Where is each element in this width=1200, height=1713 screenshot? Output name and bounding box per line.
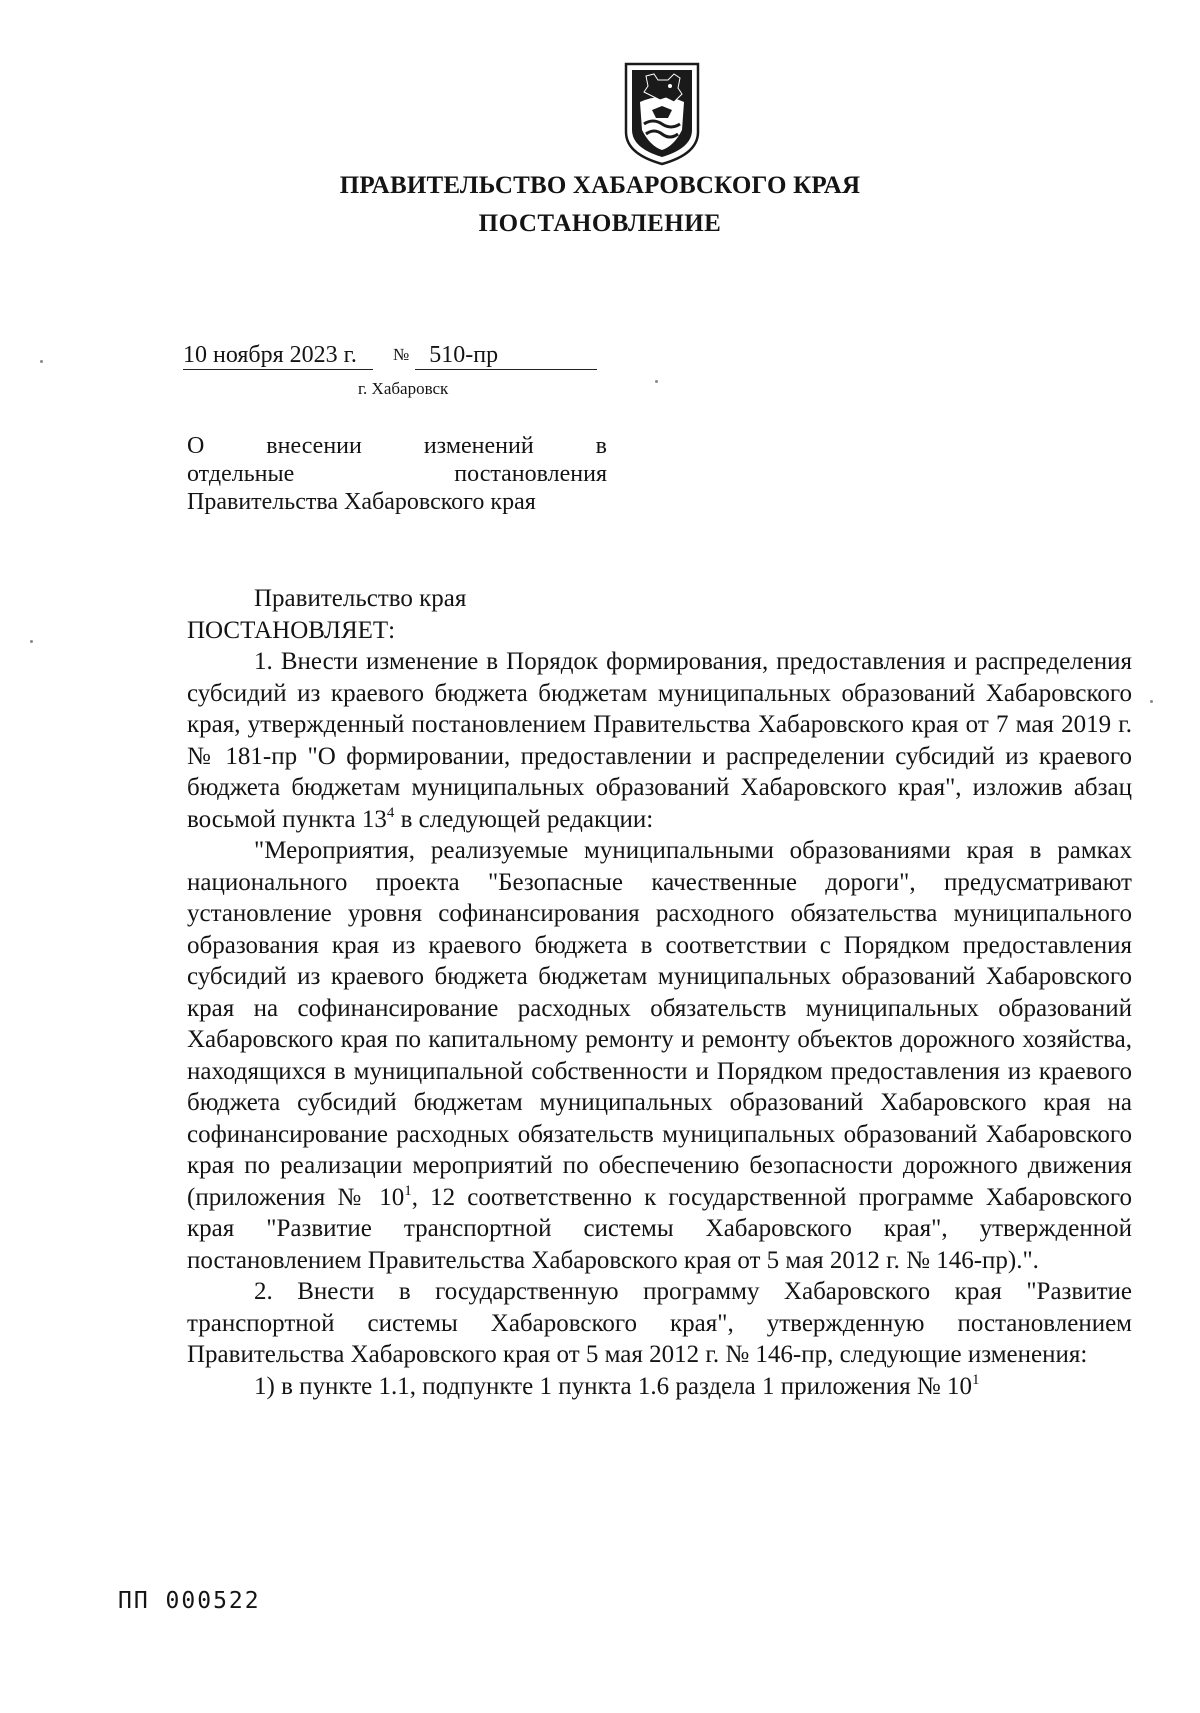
scan-speck [655, 380, 658, 383]
scan-speck [40, 360, 43, 363]
paragraph-2-text: "Мероприятия, реализуемые муниципальными образованиями края в рамках национального проекта "Безопасные качественные дороги", предусматривают установление уровня софинансирования расходного обязательства муниципального образования края из краевого бюджета в соответствии с Порядком предоставления субсидий из краевого бюджета бюджетам муниципальных образований Хабаровского края на софинансирование расходных обязательств муниципальных образований Хабаровского края по капитальному ремонту и ремонту объектов дорожного хозяйства, находящихся в муниципальной собственности и Порядком предоставления из краевого бюджета субсидий бюджетам муниципальных образований Хабаровского края на софинансирование расходных обязательств муниципальных образований Хабаровского края по реализации мероприятий по обеспечению безопасности дорожного движения (приложения № 10 [187, 837, 1132, 1211]
paragraph-1-tail: в следующей редакции: [394, 805, 654, 833]
document-date: 10 ноября 2023 г. [183, 342, 373, 370]
paragraph-1-text: 1. Внести изменение в Порядок формирования, предоставления и распределения субсидий из краевого бюджета бюджетам муниципальных образований Хабаровского края, утвержденный постановлением Правительства Хабаровского края от 7 мая 2019 г. № 181-пр "О формировании, предоставлении и распределении субсидий из краевого бюджета бюджетам муниципальных образований Хабаровского края", изложив абзац восьмой пункта 13 [187, 648, 1132, 833]
paragraph-2 [187, 835, 1132, 1276]
paragraph-1-superscript: 4 [386, 804, 395, 821]
intro-government: Правительство края [254, 585, 467, 612]
document-subject [187, 432, 607, 516]
serial-number: ПП 000522 [118, 1588, 261, 1614]
paragraph-4-text: 1) в пункте 1.1, подпункте 1 пункта 1.6 раздела 1 приложения № 10 [254, 1372, 973, 1400]
paragraph-4-superscript: 1 [972, 1371, 980, 1388]
paragraph-2-tail: , 12 соответственно к государственной программе Хабаровского края "Развитие транспортной системы Хабаровского края", утвержденной постановлением Правительства Хабаровского края от 5 мая 2012 г. № 146-пр).". [187, 1183, 1132, 1274]
paragraph-2-superscript: 1 [404, 1182, 412, 1199]
document-body [187, 583, 1132, 1402]
subject-line-2: отдельные постановления [187, 461, 607, 487]
subject-line-3: Правительства Хабаровского края [187, 489, 536, 515]
scan-speck [30, 640, 33, 643]
paragraph-1 [187, 646, 1132, 835]
date-number-line [183, 342, 597, 370]
scan-speck [1150, 700, 1153, 703]
subject-line-1: О внесении изменений в [187, 433, 607, 459]
intro-resolves: ПОСТАНОВЛЯЕТ: [187, 616, 396, 644]
government-title: ПРАВИТЕЛЬСТВО ХАБАРОВСКОГО КРАЯ [339, 172, 861, 199]
document-number: 510-пр [415, 342, 597, 370]
coat-of-arms-icon [624, 62, 700, 166]
document-type-title: ПОСТАНОВЛЕНИЕ [478, 210, 722, 237]
number-sign: № [393, 345, 410, 364]
paragraph-4 [187, 1371, 1132, 1403]
document-city: г. Хабаровск [358, 379, 449, 398]
paragraph-3: 2. Внести в государственную программу Хабаровского края "Развитие транспортной системы Хабаровского края", утвержденную постановлением Правительства Хабаровского края от 5 мая 2012 г. № 146-пр, следующие изменения: [187, 1278, 1132, 1368]
